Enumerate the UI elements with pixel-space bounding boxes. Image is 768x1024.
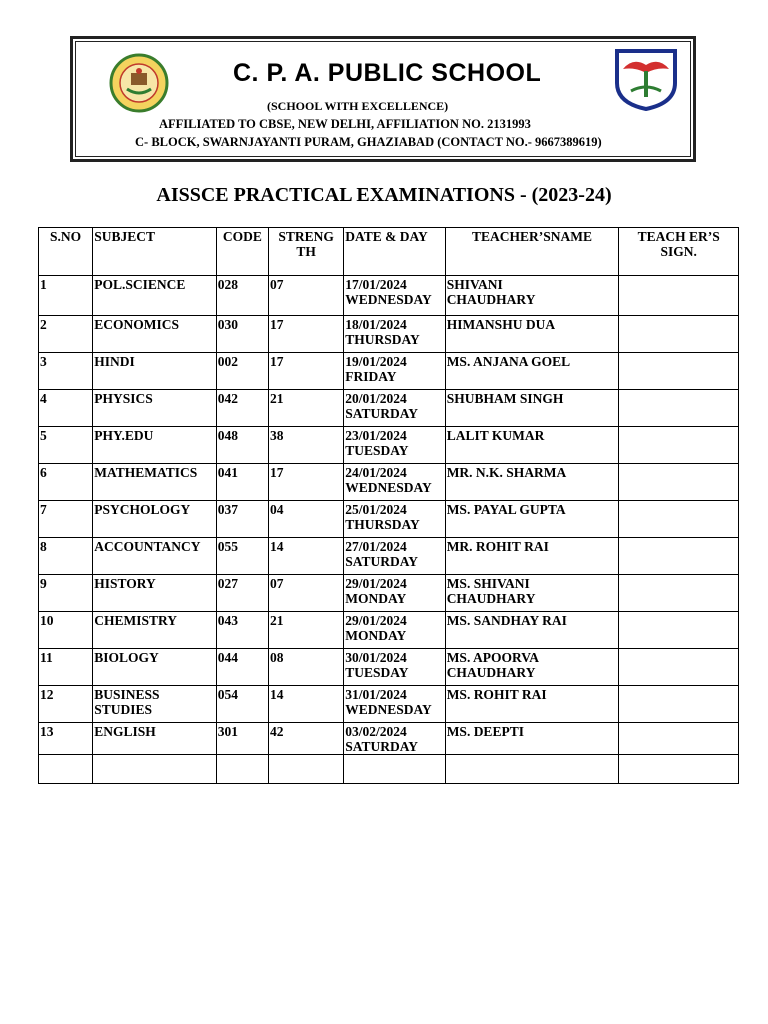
cell-subject [93, 276, 217, 316]
cell-strength [268, 649, 343, 686]
cell-subject [93, 649, 217, 686]
date-text: 27/01/2024 [345, 539, 407, 554]
cell-code [216, 390, 268, 427]
empty-cell [93, 755, 217, 784]
sign-header-line-1: TEACH ER’S [637, 229, 720, 244]
cell-code [216, 686, 268, 723]
cell-sign [619, 353, 739, 390]
cell-teacher [445, 501, 619, 538]
teacher-line-1: HIMANSHU DUA [446, 317, 556, 332]
empty-cell [268, 755, 343, 784]
cell-code [216, 427, 268, 464]
cell-sno [39, 353, 93, 390]
cell-strength [268, 427, 343, 464]
cell-date-day [344, 353, 445, 390]
subject-line-1: HISTORY [94, 576, 156, 591]
subject-line-1: PHYSICS [94, 391, 153, 406]
table-row [39, 501, 739, 538]
date-text: 30/01/2024 [345, 650, 407, 665]
table-row [39, 353, 739, 390]
empty-cell [619, 755, 739, 784]
column-header-subject: SUBJECT [93, 228, 217, 276]
strength-text: 38 [269, 428, 284, 443]
code-text: 030 [217, 317, 238, 332]
date-text: 19/01/2024 [345, 354, 407, 369]
teacher-line-1: MS. DEEPTI [446, 724, 524, 739]
strength-text: 14 [269, 539, 284, 554]
date-text: 31/01/2024 [345, 687, 407, 702]
subject-line-1: BIOLOGY [94, 650, 159, 665]
cell-teacher [445, 538, 619, 575]
table-row [39, 538, 739, 575]
cell-code [216, 538, 268, 575]
column-header-strength [268, 228, 343, 276]
day-text: THURSDAY [345, 517, 420, 532]
sign-header-line-2: SIGN. [660, 244, 697, 259]
empty-table-row [39, 755, 739, 784]
empty-cell [445, 755, 619, 784]
sno-text: 8 [40, 539, 47, 554]
date-text: 20/01/2024 [345, 391, 407, 406]
code-text: 043 [217, 613, 238, 628]
strength-text: 17 [269, 465, 284, 480]
cell-sno [39, 575, 93, 612]
sno-text: 10 [40, 613, 54, 628]
cell-sno [39, 390, 93, 427]
column-header-date-day: DATE & DAY [344, 228, 445, 276]
subject-line-1: PSYCHOLOGY [94, 502, 191, 517]
code-text: 048 [217, 428, 238, 443]
teacher-line-1: MS. SANDHAY RAI [446, 613, 567, 628]
cell-teacher [445, 427, 619, 464]
cell-strength [268, 316, 343, 353]
cell-strength [268, 723, 343, 755]
table-row [39, 723, 739, 755]
cell-sno [39, 538, 93, 575]
cell-code [216, 575, 268, 612]
teacher-line-1: MS. PAYAL GUPTA [446, 502, 566, 517]
subject-line-2: STUDIES [94, 702, 152, 717]
code-text: 028 [217, 277, 238, 292]
teacher-line-1: MS. ANJANA GOEL [446, 354, 571, 369]
cell-sign [619, 538, 739, 575]
empty-cell [344, 755, 445, 784]
table-row [39, 427, 739, 464]
strength-text: 17 [269, 354, 284, 369]
cell-sign [619, 316, 739, 353]
cell-teacher [445, 686, 619, 723]
day-text: SATURDAY [345, 739, 419, 754]
cell-date-day [344, 686, 445, 723]
teacher-line-2: CHAUDHARY [446, 292, 536, 307]
code-text: 002 [217, 354, 238, 369]
code-text: 044 [217, 650, 238, 665]
cell-subject [93, 353, 217, 390]
sno-text: 5 [40, 428, 47, 443]
subject-line-1: BUSINESS [94, 687, 160, 702]
cell-sign [619, 723, 739, 755]
cell-sign [619, 276, 739, 316]
cell-subject [93, 501, 217, 538]
cell-sno [39, 316, 93, 353]
sno-text: 12 [40, 687, 54, 702]
table-body [39, 276, 739, 784]
teacher-line-2: CHAUDHARY [446, 665, 536, 680]
cell-sign [619, 501, 739, 538]
code-text: 027 [217, 576, 238, 591]
table-row [39, 390, 739, 427]
cell-date-day [344, 276, 445, 316]
date-text: 24/01/2024 [345, 465, 407, 480]
cell-date-day [344, 538, 445, 575]
strength-text: 07 [269, 277, 284, 292]
teacher-line-1: MS. SHIVANI [446, 576, 530, 591]
strength-text: 17 [269, 317, 284, 332]
practical-exam-table [38, 227, 739, 784]
column-header-code: CODE [216, 228, 268, 276]
sno-text: 6 [40, 465, 47, 480]
cell-strength [268, 612, 343, 649]
date-text: 23/01/2024 [345, 428, 407, 443]
cell-subject [93, 612, 217, 649]
date-text: 18/01/2024 [345, 317, 407, 332]
strength-text: 08 [269, 650, 284, 665]
cell-strength [268, 538, 343, 575]
date-text: 03/02/2024 [345, 724, 407, 739]
day-text: MONDAY [345, 628, 407, 643]
teacher-line-1: MS. ROHIT RAI [446, 687, 547, 702]
column-header-teacher: TEACHER’SNAME [445, 228, 619, 276]
teacher-line-1: SHIVANI [446, 277, 503, 292]
affiliation-line: AFFILIATED TO CBSE, NEW DELHI, AFFILIATION NO. 2131993 [159, 117, 531, 131]
cell-subject [93, 316, 217, 353]
subject-line-1: CHEMISTRY [94, 613, 178, 628]
cell-sign [619, 686, 739, 723]
sno-text: 11 [40, 650, 53, 665]
strength-text: 07 [269, 576, 284, 591]
strength-text: 21 [269, 391, 284, 406]
date-text: 29/01/2024 [345, 576, 407, 591]
code-text: 055 [217, 539, 238, 554]
sno-text: 1 [40, 277, 47, 292]
day-text: SATURDAY [345, 406, 419, 421]
cell-code [216, 612, 268, 649]
address-line: C- BLOCK, SWARNJAYANTI PURAM, GHAZIABAD (CONTACT NO.- 9667389619) [135, 135, 602, 149]
day-text: MONDAY [345, 591, 407, 606]
cell-sno [39, 276, 93, 316]
sno-text: 4 [40, 391, 47, 406]
cell-date-day [344, 316, 445, 353]
code-text: 041 [217, 465, 238, 480]
cell-strength [268, 686, 343, 723]
school-letterhead [70, 36, 696, 162]
day-text: TUESDAY [345, 443, 409, 458]
table-row [39, 575, 739, 612]
subject-line-1: PHY.EDU [94, 428, 154, 443]
cell-sign [619, 575, 739, 612]
cell-sign [619, 427, 739, 464]
cell-code [216, 723, 268, 755]
cell-teacher [445, 723, 619, 755]
cbse-seal-logo [109, 53, 169, 113]
teacher-line-1: MR. ROHIT RAI [446, 539, 549, 554]
subject-line-1: ECONOMICS [94, 317, 179, 332]
cell-teacher [445, 464, 619, 501]
table-row [39, 686, 739, 723]
cell-date-day [344, 612, 445, 649]
column-header-sign [619, 228, 739, 276]
day-text: WEDNESDAY [345, 480, 432, 495]
teacher-line-1: SHUBHAM SINGH [446, 391, 564, 406]
cell-sno [39, 723, 93, 755]
page-title: AISSCE PRACTICAL EXAMINATIONS - (2023-24) [156, 184, 612, 206]
cell-code [216, 316, 268, 353]
cell-sign [619, 464, 739, 501]
cell-subject [93, 390, 217, 427]
subject-line-1: POL.SCIENCE [94, 277, 186, 292]
cell-sign [619, 649, 739, 686]
cell-subject [93, 723, 217, 755]
sno-text: 9 [40, 576, 47, 591]
date-text: 25/01/2024 [345, 502, 407, 517]
date-text: 17/01/2024 [345, 277, 407, 292]
cell-strength [268, 464, 343, 501]
strength-text: 21 [269, 613, 284, 628]
table-row [39, 276, 739, 316]
day-text: THURSDAY [345, 332, 420, 347]
cell-strength [268, 353, 343, 390]
teacher-line-2: CHAUDHARY [446, 591, 536, 606]
cell-sign [619, 612, 739, 649]
strength-text: 42 [269, 724, 284, 739]
school-name: C. P. A. PUBLIC SCHOOL [233, 59, 542, 87]
school-tagline: (SCHOOL WITH EXCELLENCE) [267, 99, 449, 113]
strength-text: 04 [269, 502, 284, 517]
cell-subject [93, 427, 217, 464]
cell-strength [268, 276, 343, 316]
cell-code [216, 353, 268, 390]
cell-teacher [445, 575, 619, 612]
code-text: 301 [217, 724, 238, 739]
code-text: 037 [217, 502, 238, 517]
strength-header-line-1: STRENG [278, 229, 334, 244]
cell-date-day [344, 427, 445, 464]
subject-line-1: ACCOUNTANCY [94, 539, 201, 554]
cell-teacher [445, 316, 619, 353]
empty-cell [39, 755, 93, 784]
sno-text: 7 [40, 502, 47, 517]
cell-date-day [344, 501, 445, 538]
table-row [39, 316, 739, 353]
day-text: WEDNESDAY [345, 702, 432, 717]
cell-date-day [344, 464, 445, 501]
day-text: SATURDAY [345, 554, 419, 569]
cell-sno [39, 686, 93, 723]
teacher-line-1: MS. APOORVA [446, 650, 539, 665]
strength-text: 14 [269, 687, 284, 702]
sno-text: 3 [40, 354, 47, 369]
cell-sno [39, 427, 93, 464]
cell-teacher [445, 276, 619, 316]
day-text: FRIDAY [345, 369, 397, 384]
cell-sno [39, 612, 93, 649]
cell-date-day [344, 390, 445, 427]
cell-teacher [445, 353, 619, 390]
cell-code [216, 276, 268, 316]
sno-text: 2 [40, 317, 47, 332]
table-row [39, 612, 739, 649]
cell-date-day [344, 575, 445, 612]
day-text: TUESDAY [345, 665, 409, 680]
code-text: 042 [217, 391, 238, 406]
subject-line-1: ENGLISH [94, 724, 156, 739]
cell-date-day [344, 723, 445, 755]
column-header-sno: S.NO [39, 228, 93, 276]
cell-date-day [344, 649, 445, 686]
cell-subject [93, 464, 217, 501]
cell-teacher [445, 649, 619, 686]
teacher-line-1: MR. N.K. SHARMA [446, 465, 567, 480]
day-text: WEDNESDAY [345, 292, 432, 307]
school-crest-logo [613, 47, 679, 111]
cell-subject [93, 686, 217, 723]
table-header-row [39, 228, 739, 276]
cell-subject [93, 538, 217, 575]
cell-code [216, 464, 268, 501]
cell-code [216, 501, 268, 538]
cell-strength [268, 501, 343, 538]
cell-teacher [445, 612, 619, 649]
table-row [39, 464, 739, 501]
subject-line-1: MATHEMATICS [94, 465, 198, 480]
subject-line-1: HINDI [94, 354, 135, 369]
cell-sno [39, 649, 93, 686]
date-text: 29/01/2024 [345, 613, 407, 628]
cell-sno [39, 464, 93, 501]
table-row [39, 649, 739, 686]
cell-strength [268, 390, 343, 427]
code-text: 054 [217, 687, 238, 702]
strength-header-line-2: TH [296, 244, 316, 259]
cell-subject [93, 575, 217, 612]
cell-sign [619, 390, 739, 427]
cell-code [216, 649, 268, 686]
sno-text: 13 [40, 724, 54, 739]
cell-teacher [445, 390, 619, 427]
teacher-line-1: LALIT KUMAR [446, 428, 545, 443]
cell-strength [268, 575, 343, 612]
empty-cell [216, 755, 268, 784]
cell-sno [39, 501, 93, 538]
